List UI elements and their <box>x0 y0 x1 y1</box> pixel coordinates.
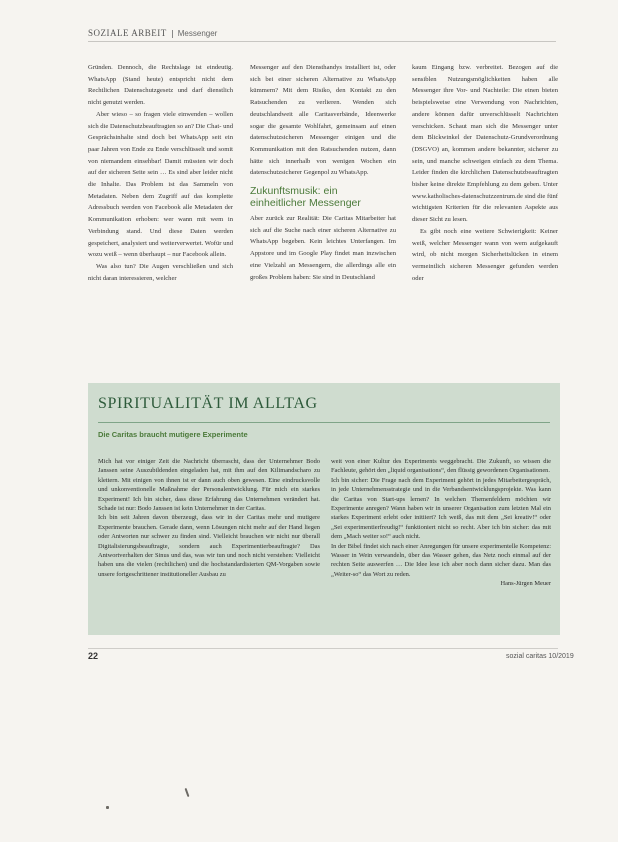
box-column-right <box>331 457 551 629</box>
box-column-left <box>98 457 320 629</box>
header-topic: Messenger <box>177 29 218 38</box>
box-title: SPIRITUALITÄT IM ALLTAG <box>98 395 318 412</box>
header-rule <box>88 41 556 42</box>
paragraph: Aber wieso – so fragen viele einwenden – wollen sich die Datenschutzbeauftragten so an? Die Chat- und Gesprächsinhalte sind doch bei WhatsApp seit ein paar Jahren von Ende zu Ende verschlüsselt und somit von niemandem einsehbar! Damit müssten wir doch auf der sicheren Seite sein … Es sind aber leider nicht die Inhalte. Das Problem ist das Sammeln von Metadaten. Neben dem Zugriff auf das komplette Adressbuch werden von Facebook alle Metadaten der Kommunikation erhoben: wer wann mit wem in Verbindung stand. Und diese Daten werden gespeichert, analysiert und weiterverwertet. Wofür und wozu weiß – wenn überhaupt – nur Facebook allein. <box>88 110 233 259</box>
paragraph: Es gibt noch eine weitere Schwierigkeit: Keiner weiß, welcher Messenger wann von wem aufgekauft wird, ob nicht morgen Sicherheitslücken in einem vermeintlich sicheren Messenger gefunden werden oder <box>412 227 558 282</box>
running-header <box>88 28 217 38</box>
paragraph: Mich hat vor einiger Zeit die Nachricht überrascht, dass der Unternehmer Bodo Janssen seine Auszubildenden eingeladen hat, mit ihm auf den Kilimandscharo zu klettern. Mit einigen von ihnen ist er dann auch oben gewesen. Eine eindrucksvolle und unkonventionelle Maßnahme der Personalentwicklung. Für mich ein starkes Experiment! Ich bin sicher, dass diese Erfahrung das Unternehmen verändert hat. Schade ist nur: Bodo Janssen ist kein Unternehmer in der Caritas. <box>98 458 320 513</box>
paragraph: kaum Eingang bzw. verbreitet. Bezogen auf die sensiblen Nutzungsmöglichkeiten haben alle Messenger ihre Vor- und Nachteile: Die einen bieten beispielsweise eine Verwendung von Nachrichten, andere können dafür unverschlüsselt Nachrichten verschicken. Schaut man sich die Messenger unter dem Blickwinkel der Datenschutz-Grundverordnung (DSGVO) an, kommen andere bekannter, sicherer zu sein, und manche schweigen einfach zu dem Thema. Leider finden die kirchlichen Datenschutzbeauftragten bisher keine direkte Empfehlung zu dem geben. Unter www.katholisches-datenschutzzentrum.de sind die fünf wichtigsten Kriterien für die relevanten Aspekte aus dieser Sicht zu lesen. <box>412 64 558 224</box>
header-separator <box>172 30 173 38</box>
box-subtitle: Die Caritas braucht mutigere Experimente <box>98 430 248 439</box>
page-number: 22 <box>88 651 99 661</box>
footer-magazine: sozial caritas 10/2019 <box>506 653 574 660</box>
header-section: SOZIALE ARBEIT <box>88 28 167 38</box>
box-rule <box>98 422 550 423</box>
article-column-1 <box>88 62 233 422</box>
article-column-2 <box>250 62 396 422</box>
paragraph: Ich bin seit Jahren davon überzeugt, dass wir in der Caritas mehr und mutigere Experimente brauchen. Gerade dann, wenn Lösungen nicht mehr auf der Hand liegen oder Antworten nur schwer zu finden sind. Vielleicht brauchen wir nicht nur überall Digitalisierungsbeauftragte, sondern auch Experimentierbeauftragte? Das Antwortverhalten der Sinus und das, was wir tun und noch nicht verstehen: Vielleicht haben uns die vielen (rechtlichen) und die hochstandardisierten QM-Vorgaben sowie unsere fortgeschrittener institutioneller Ausbau zu <box>98 514 320 578</box>
spirituality-box <box>88 383 560 635</box>
paragraph: Was also tun? Die Augen verschließen und sich nicht daran interessieren, welcher <box>88 262 233 282</box>
scan-speck <box>106 806 109 809</box>
paragraph: Messenger auf den Diensthandys installiert ist, oder sich bei einer sicheren Alternative zu WhatsApp kümmern? Mit dem Risiko, den Kontakt zu den Ratsuchenden zu verlieren. Wenden sich deutschlandweit alle Caritasverbände, Ideenwerke sogar die gesamte Wohlfahrt, gemeinsam auf einen datenschutzsicheren Messenger einigen und die Kommunikation mit den Ratsuchenden nutzen, dann hätte sich innerhalb von wenigen Wochen ein datenschutzsicherer Gegenpol zu WhatsApp. <box>250 64 396 177</box>
article-subheading: Zukunftsmusik: ein einheitlicher Messenger <box>250 185 361 210</box>
paragraph: weit von einer Kultur des Experiments weggebracht. Die Zukunft, so wissen die Fachleute, gehört den „liquid organisations“, den flüssig gewordenen Organisationen. <box>331 458 551 475</box>
author-signature: Hans-Jürgen Meuer <box>500 580 551 588</box>
paragraph: Aber zurück zur Realität: Die Caritas Mitarbeiter hat sich auf die Suche nach einer sicheren Alternative zu WhatsApp begeben. Kein leichtes Unterfangen. Im Appstore und im Google Play findet man inzwischen eine Vielzahl an Messengern, die allerdings alle ein großes Problem haben: Sie sind in Deutschland <box>250 215 396 281</box>
article-column-3 <box>412 62 558 422</box>
scan-speck <box>185 788 190 797</box>
paragraph: Gründen. Dennoch, die Rechtslage ist eindeutig. WhatsApp (Stand heute) entspricht nicht dem Rechtlichen Datenschutzgesetz und darf dienstlich nicht genutzt werden. <box>88 64 233 107</box>
footer-rule <box>88 648 558 649</box>
paragraph: Ich bin sicher: Die Frage nach dem Experiment gehört in jedes Mitarbeitergespräch, in jede Unternehmensstrategie und in die Verbandsentwicklungsprojekte. Was kann die Caritas von Start-ups lernen? In welchen Themenfeldern möchten wir Experimente anregen? Wann haben wir in unserer Organisation zum letzten Mal ein starkes Experiment erlebt oder initiiert? Ich weiß, das mit dem „Sei kreativ!“ oder „Sei experimentierfreudig!“ funktioniert nicht so recht. Aber ich bin sicher: das mit dem „Mach weiter so!“ auch nicht. <box>331 476 551 541</box>
paragraph: In der Bibel findet sich nach einer Anregungen für unsere experimentelle Kompetenz: Wasser in Wein verwandeln, über das Wasser gehen, das Netz noch einmal auf der rechten Seite auswerfen … Die Idee lese ich aber noch dann sicher dazu. Man das „Weiter-so“ das Wort zu reden. <box>331 542 551 578</box>
